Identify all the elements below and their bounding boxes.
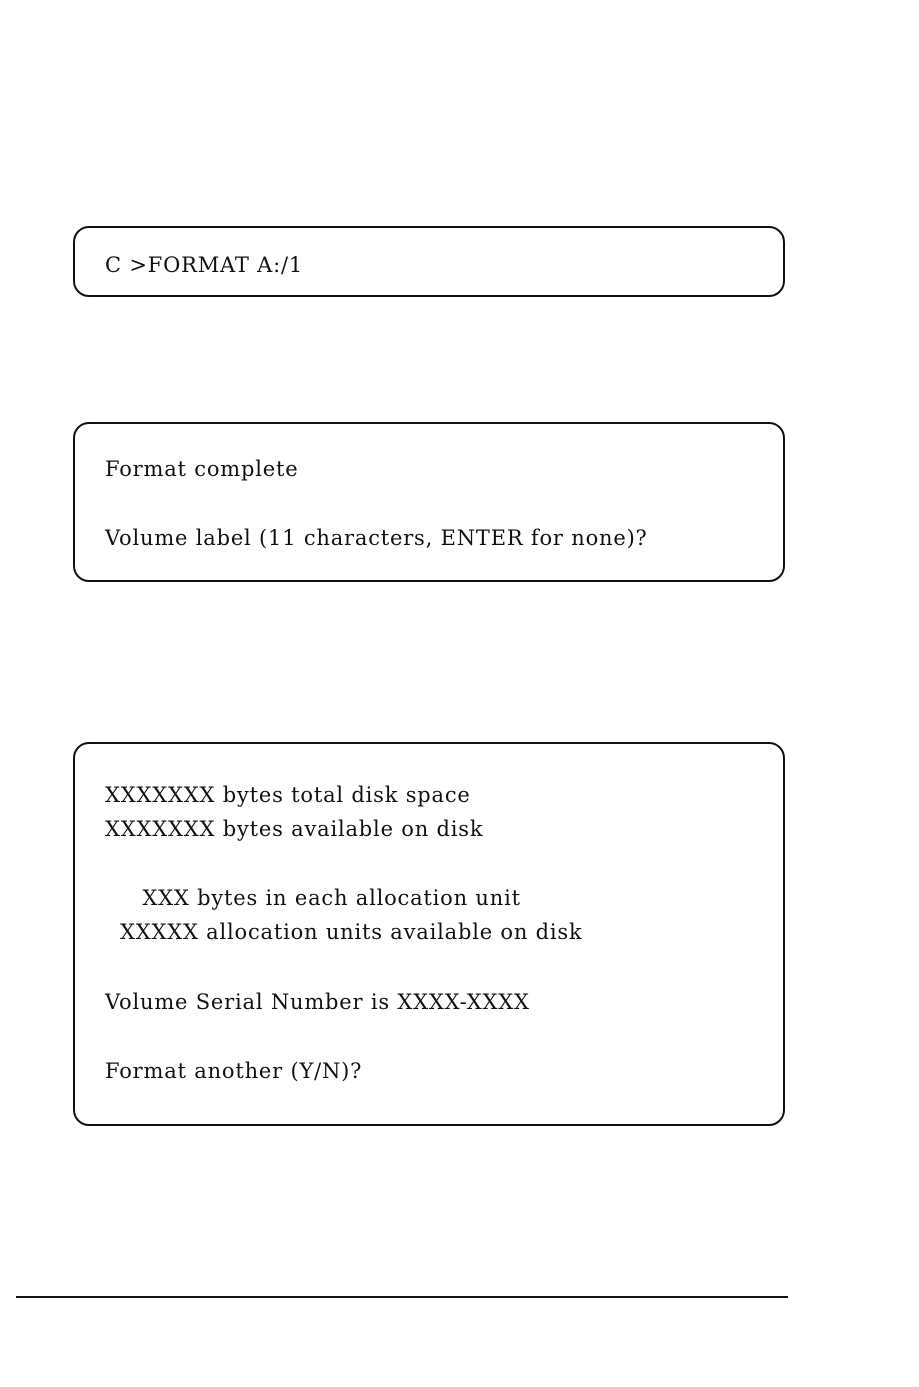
format-complete-line: Format complete bbox=[105, 457, 299, 481]
format-another-prompt: Format another (Y/N)? bbox=[105, 1059, 363, 1083]
allocation-units-available-line: XXXXX allocation units available on disk bbox=[105, 920, 583, 944]
volume-label-prompt: Volume label (11 characters, ENTER for none)? bbox=[105, 526, 648, 550]
disk-stats-screen-box bbox=[73, 742, 785, 1126]
volume-serial-number-line: Volume Serial Number is XXXX-XXXX bbox=[105, 990, 530, 1014]
allocation-unit-size-line: XXX bytes in each allocation unit bbox=[105, 886, 521, 910]
command-screen-box bbox=[73, 226, 785, 297]
total-disk-space-line: XXXXXXX bytes total disk space bbox=[105, 783, 471, 807]
format-complete-screen-box bbox=[73, 422, 785, 582]
format-command-line: C >FORMAT A:/1 bbox=[105, 253, 304, 277]
footer-rule bbox=[16, 1296, 788, 1298]
available-disk-space-line: XXXXXXX bytes available on disk bbox=[105, 817, 484, 841]
